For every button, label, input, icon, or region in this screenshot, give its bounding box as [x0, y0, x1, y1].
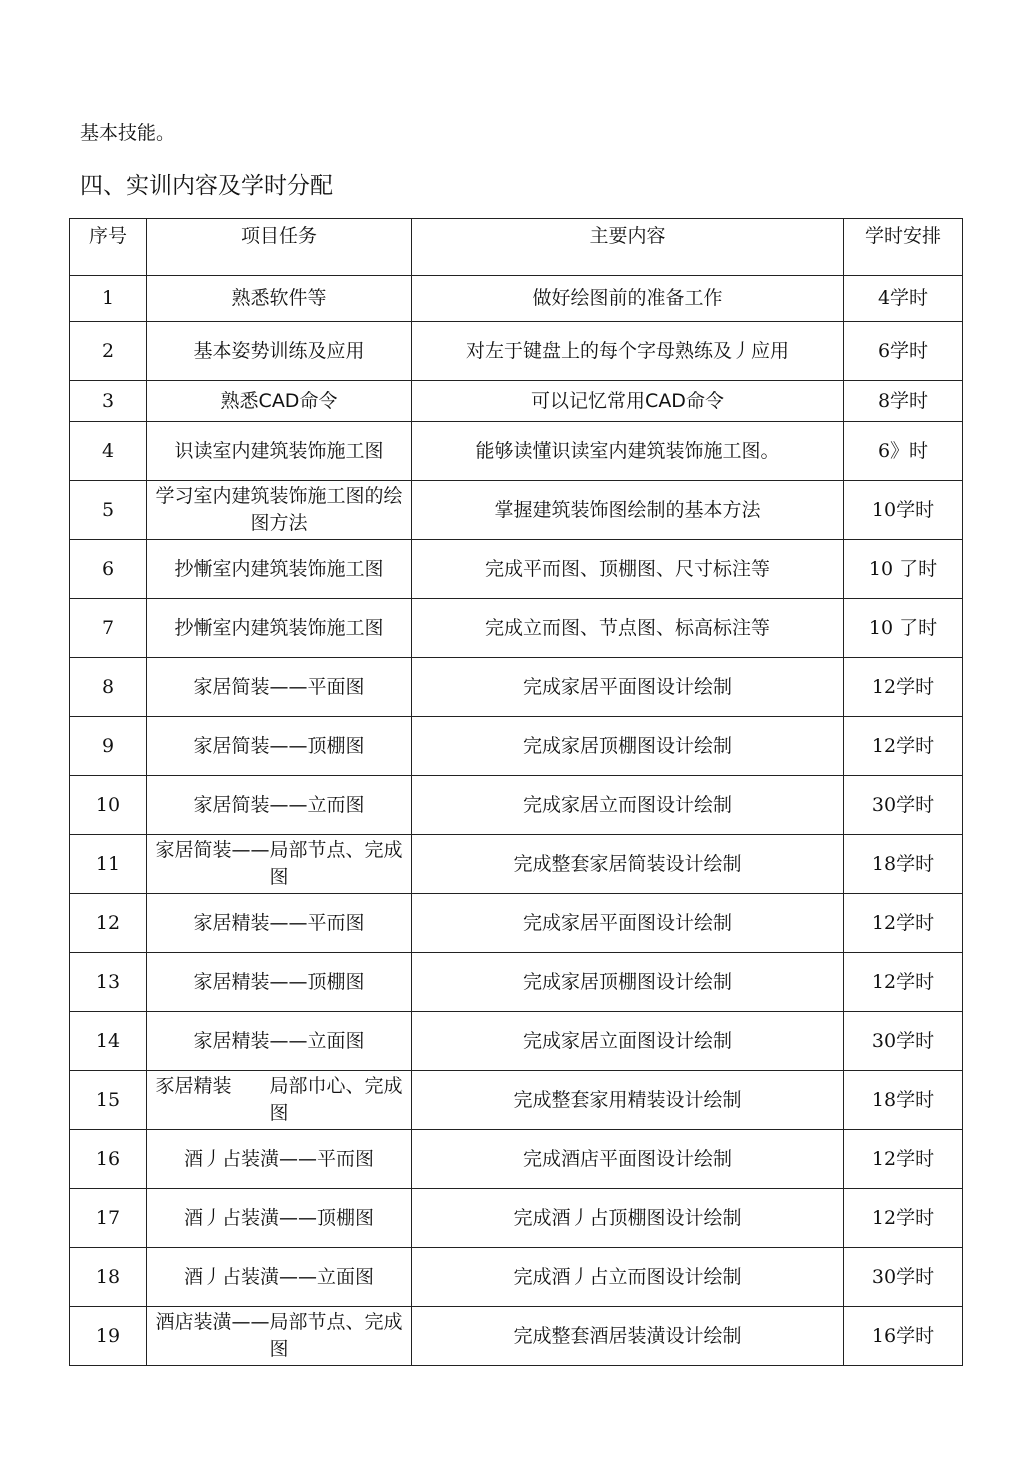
- row-number: 16: [70, 1130, 147, 1189]
- row-content: 完成家居顶棚图设计绘制: [412, 953, 844, 1012]
- row-task: 识读室内建筑装饰施工图: [147, 422, 412, 481]
- header-task: 项目任务: [147, 219, 412, 276]
- row-number: 12: [70, 894, 147, 953]
- row-task: 熟悉软件等: [147, 276, 412, 322]
- row-hours: 18学时: [844, 1071, 963, 1130]
- row-task: 抄慚室内建筑装饰施工图: [147, 599, 412, 658]
- row-task: 熟悉CAD命令: [147, 381, 412, 422]
- row-hours: 12学时: [844, 894, 963, 953]
- table-row: [70, 381, 963, 422]
- header-hours: 学时安排: [844, 219, 963, 276]
- row-content: 完成整套家用精装设计绘制: [412, 1071, 844, 1130]
- row-hours: 18学时: [844, 835, 963, 894]
- header-content: 主要内容: [412, 219, 844, 276]
- row-content: 完成酒丿占顶棚图设计绘制: [412, 1189, 844, 1248]
- row-content: 完成家居平面图设计绘制: [412, 658, 844, 717]
- row-content: 完成家居立而图设计绘制: [412, 776, 844, 835]
- table-row: [70, 835, 963, 894]
- row-number: 2: [70, 322, 147, 381]
- row-number: 9: [70, 717, 147, 776]
- row-task: 酒丿占装潢——顶棚图: [147, 1189, 412, 1248]
- row-task: 家居简装——平面图: [147, 658, 412, 717]
- row-number: 5: [70, 481, 147, 540]
- training-schedule-table: [69, 218, 963, 1366]
- row-task: 酒丿占装潢——平而图: [147, 1130, 412, 1189]
- row-number: 1: [70, 276, 147, 322]
- row-number: 10: [70, 776, 147, 835]
- table-row: [70, 776, 963, 835]
- row-content: 掌握建筑装饰图绘制的基本方法: [412, 481, 844, 540]
- row-number: 17: [70, 1189, 147, 1248]
- row-content: 可以记忆常用CAD命令: [412, 381, 844, 422]
- row-task: 酒丿占装潢——立面图: [147, 1248, 412, 1307]
- row-task: 家居简装——局部节点、完成图: [147, 835, 412, 894]
- row-number: 6: [70, 540, 147, 599]
- row-hours: 30学时: [844, 776, 963, 835]
- row-content: 完成整套酒居装潢设计绘制: [412, 1307, 844, 1366]
- row-hours: 10学时: [844, 481, 963, 540]
- row-number: 11: [70, 835, 147, 894]
- table-row: [70, 1189, 963, 1248]
- row-content: 完成立而图、节点图、标高标注等: [412, 599, 844, 658]
- row-hours: 12学时: [844, 1130, 963, 1189]
- row-content: 完成酒店平面图设计绘制: [412, 1130, 844, 1189]
- row-hours: 12学时: [844, 658, 963, 717]
- table-row: [70, 1307, 963, 1366]
- row-hours: 10 了时: [844, 599, 963, 658]
- row-content: 完成平而图、顶棚图、尺寸标注等: [412, 540, 844, 599]
- table-row: [70, 1248, 963, 1307]
- header-no: 序号: [70, 219, 147, 276]
- row-number: 7: [70, 599, 147, 658]
- row-task: 基本姿势训练及应用: [147, 322, 412, 381]
- row-number: 3: [70, 381, 147, 422]
- row-content: 对左于键盘上的每个字母熟练及丿应用: [412, 322, 844, 381]
- row-content: 完成酒丿占立而图设计绘制: [412, 1248, 844, 1307]
- row-task: 学习室内建筑装饰施工图的绘图方法: [147, 481, 412, 540]
- row-content: 完成家居立面图设计绘制: [412, 1012, 844, 1071]
- row-hours: 6》时: [844, 422, 963, 481]
- row-number: 4: [70, 422, 147, 481]
- table-row: [70, 481, 963, 540]
- row-hours: 12学时: [844, 717, 963, 776]
- row-task: 家居精装——平而图: [147, 894, 412, 953]
- table-row: [70, 717, 963, 776]
- table-row: [70, 1130, 963, 1189]
- row-task: 家居精装——立面图: [147, 1012, 412, 1071]
- table-row: [70, 658, 963, 717]
- intro-text: 基本技能。: [80, 122, 176, 144]
- table-row: [70, 422, 963, 481]
- table-row: [70, 276, 963, 322]
- row-hours: 30学时: [844, 1012, 963, 1071]
- row-content: 完成家居平面图设计绘制: [412, 894, 844, 953]
- row-hours: 30学时: [844, 1248, 963, 1307]
- table-row: [70, 1012, 963, 1071]
- row-hours: 8学时: [844, 381, 963, 422]
- row-content: 完成家居顶棚图设计绘制: [412, 717, 844, 776]
- table-row: [70, 953, 963, 1012]
- row-task: 家居简装——立而图: [147, 776, 412, 835]
- row-content: 完成整套家居简装设计绘制: [412, 835, 844, 894]
- row-hours: 12学时: [844, 1189, 963, 1248]
- row-task: 家居精装——顶棚图: [147, 953, 412, 1012]
- table-row: [70, 894, 963, 953]
- row-number: 19: [70, 1307, 147, 1366]
- row-hours: 16学时: [844, 1307, 963, 1366]
- table-row: [70, 540, 963, 599]
- row-task: 豕居精装 局部巾心、完成图: [147, 1071, 412, 1130]
- table-row: [70, 322, 963, 381]
- row-hours: 4学时: [844, 276, 963, 322]
- row-number: 18: [70, 1248, 147, 1307]
- table-row: [70, 599, 963, 658]
- section-heading: 四、实训内容及学时分配: [80, 173, 333, 199]
- row-content: 能够读懂识读室内建筑装饰施工图。: [412, 422, 844, 481]
- table-header-row: [70, 219, 963, 276]
- row-number: 15: [70, 1071, 147, 1130]
- row-task: 家居简装——顶棚图: [147, 717, 412, 776]
- row-hours: 6学时: [844, 322, 963, 381]
- row-number: 8: [70, 658, 147, 717]
- row-number: 13: [70, 953, 147, 1012]
- row-task: 酒店装潢——局部节点、完成图: [147, 1307, 412, 1366]
- row-task: 抄慚室内建筑装饰施工图: [147, 540, 412, 599]
- table-row: [70, 1071, 963, 1130]
- row-hours: 10 了时: [844, 540, 963, 599]
- row-number: 14: [70, 1012, 147, 1071]
- row-hours: 12学时: [844, 953, 963, 1012]
- row-content: 做好绘图前的准备工作: [412, 276, 844, 322]
